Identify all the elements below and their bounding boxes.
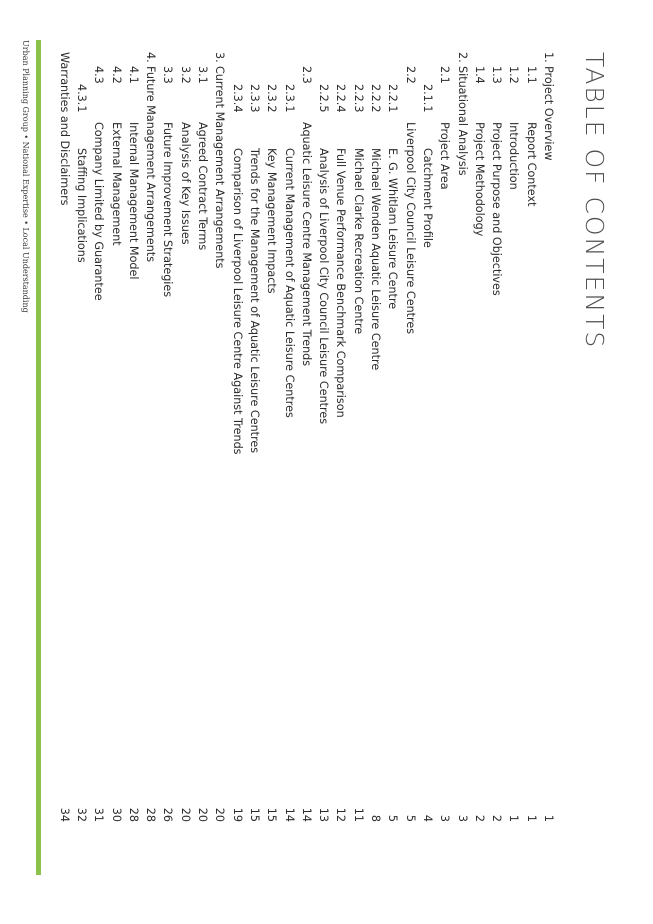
toc-entry-title: Introduction bbox=[507, 122, 521, 190]
toc-entry-number: 1.1 bbox=[524, 66, 538, 84]
toc-entry-title: Agreed Contract Terms bbox=[196, 122, 210, 251]
toc-entry-title: Project Area bbox=[438, 122, 452, 190]
toc-entry[interactable] bbox=[228, 52, 245, 822]
toc-entry[interactable] bbox=[280, 52, 297, 822]
toc-entry-page: 14 bbox=[282, 807, 296, 822]
toc-entry-page: 2 bbox=[490, 814, 504, 822]
toc-entry-title: Staffing Implications bbox=[74, 148, 88, 263]
toc-entry-title: Project Purpose and Objectives bbox=[490, 122, 504, 296]
toc-entry-page: 19 bbox=[230, 807, 244, 822]
toc-entry-page: 26 bbox=[161, 807, 175, 822]
toc-entry-title: Project Methodology bbox=[472, 122, 486, 237]
toc-entry-number: 4.1 bbox=[126, 66, 140, 84]
toc-entry-page: 12 bbox=[334, 807, 348, 822]
toc-entry-number: 2.3 bbox=[299, 66, 313, 84]
toc-entry-title: External Management bbox=[109, 122, 123, 246]
toc-entry-title: Project Overview bbox=[542, 66, 555, 161]
toc-entry-title: Internal Management Model bbox=[126, 122, 140, 280]
toc-entry-number: 2.2 bbox=[403, 66, 417, 84]
toc-entry-number: 3. bbox=[213, 52, 227, 63]
toc-entry-title: Report Context bbox=[524, 122, 538, 207]
toc-entry-page: 2 bbox=[472, 814, 486, 822]
toc-entry-number: 2.1.1 bbox=[420, 84, 434, 113]
toc-entry-number: 2.2.1 bbox=[386, 84, 400, 113]
toc-entry[interactable] bbox=[73, 52, 90, 822]
toc-entry[interactable] bbox=[298, 52, 315, 822]
toc-entry[interactable] bbox=[55, 52, 72, 822]
toc-entry-page: 28 bbox=[126, 807, 140, 822]
toc-entry-page: 14 bbox=[299, 807, 313, 822]
toc-entry-title: E. G. Whitlam Leisure Centre bbox=[386, 148, 400, 310]
toc-entry[interactable] bbox=[176, 52, 193, 822]
toc-entry-page: 4 bbox=[420, 814, 434, 822]
toc-entry-title: Current Management Arrangements bbox=[213, 66, 227, 269]
toc-entry[interactable] bbox=[159, 52, 176, 822]
toc-entry-title: Michael Clarke Recreation Centre bbox=[351, 148, 365, 335]
toc-entry-title: Future Management Arrangements bbox=[144, 66, 158, 263]
toc-entry-title: Aquatic Leisure Centre Management Trends bbox=[299, 122, 313, 367]
toc-entry[interactable] bbox=[211, 52, 228, 822]
toc-entry-title: Situational Analysis bbox=[455, 66, 469, 176]
toc-entry-page: 5 bbox=[386, 814, 400, 822]
toc-entry[interactable] bbox=[315, 52, 332, 822]
toc-entry[interactable] bbox=[332, 52, 349, 822]
toc-entry-number: 2.3.4 bbox=[230, 84, 244, 113]
toc-entry-number: 3.1 bbox=[196, 66, 210, 84]
toc-entry-number: 2. bbox=[455, 52, 469, 63]
toc-entry-page: 15 bbox=[247, 807, 261, 822]
toc-entry-page: 28 bbox=[144, 807, 158, 822]
toc-entry[interactable] bbox=[488, 52, 505, 822]
toc-entry[interactable] bbox=[263, 52, 280, 822]
toc-entry-title: Company Limited by Guarantee bbox=[92, 122, 106, 301]
toc-entry-page: 20 bbox=[178, 807, 192, 822]
toc-entry-page: 3 bbox=[438, 814, 452, 822]
toc-entry[interactable] bbox=[505, 52, 522, 822]
toc-entry[interactable] bbox=[367, 52, 384, 822]
toc-entry-title: Comparison of Liverpool Leisure Centre Against Trends bbox=[230, 148, 244, 455]
toc-entry[interactable] bbox=[436, 52, 453, 822]
footer-text: Urban Planning Group • National Expertise • Local Understanding bbox=[21, 40, 30, 313]
toc-entry-number: 1.3 bbox=[490, 66, 504, 84]
toc-entry-number: 4.3 bbox=[92, 66, 106, 84]
toc-entry-page: 32 bbox=[74, 807, 88, 822]
toc-entry-number: 2.1 bbox=[438, 66, 452, 84]
toc-entry-number: 3.2 bbox=[178, 66, 192, 84]
toc-entry[interactable] bbox=[540, 52, 557, 822]
toc-entry-number: 2.2.5 bbox=[317, 84, 331, 113]
toc-entry-page: 11 bbox=[351, 807, 365, 822]
toc-entry-number: 2.3.2 bbox=[265, 84, 279, 113]
toc-entry-title: Catchment Profile bbox=[420, 148, 434, 248]
toc-entry-number: 1.4 bbox=[472, 66, 486, 84]
toc-entry-title: Michael Wenden Aquatic Leisure Centre bbox=[369, 148, 383, 371]
toc-entry-page: 1 bbox=[507, 814, 521, 822]
toc-entry[interactable] bbox=[419, 52, 436, 822]
toc-entry-title: Key Management Impacts bbox=[265, 148, 279, 294]
toc-entry-number: 2.2.3 bbox=[351, 84, 365, 113]
toc-entry-number: 4.3.1 bbox=[74, 84, 88, 113]
toc-entry-page: 3 bbox=[455, 814, 469, 822]
toc-entry-page: 1 bbox=[542, 814, 555, 822]
toc-entry-title: Future Improvement Strategies bbox=[161, 122, 175, 298]
toc-entry-number: 4. bbox=[144, 52, 158, 63]
toc-entry[interactable] bbox=[90, 52, 107, 822]
toc-entry[interactable] bbox=[107, 52, 124, 822]
toc-entry-page: 20 bbox=[196, 807, 210, 822]
toc-entry[interactable] bbox=[453, 52, 470, 822]
toc-entry-title: Full Venue Performance Benchmark Comparison bbox=[334, 148, 348, 418]
toc-entry[interactable] bbox=[125, 52, 142, 822]
toc-entry-page: 34 bbox=[57, 807, 71, 822]
toc-entry[interactable] bbox=[401, 52, 418, 822]
toc-entry-title: Liverpool City Council Leisure Centres bbox=[403, 122, 417, 335]
toc-entry[interactable] bbox=[246, 52, 263, 822]
toc-entry-number: 1.2 bbox=[507, 66, 521, 84]
toc-entry-page: 5 bbox=[403, 814, 417, 822]
toc-entry[interactable] bbox=[349, 52, 366, 822]
toc-entry-number: 2.3.1 bbox=[282, 84, 296, 113]
toc-entry-number: 1. bbox=[542, 52, 555, 63]
toc-entry[interactable] bbox=[384, 52, 401, 822]
table-of-contents bbox=[55, 52, 557, 822]
toc-entry-number: 2.3.3 bbox=[247, 84, 261, 113]
page-title: TABLE OF CONTENTS bbox=[580, 52, 609, 350]
toc-entry-page: 30 bbox=[109, 807, 123, 822]
toc-entry-page: 20 bbox=[213, 807, 227, 822]
toc-entry[interactable] bbox=[471, 52, 488, 822]
toc-entry-number: 4.2 bbox=[109, 66, 123, 84]
toc-entry-page: 15 bbox=[265, 807, 279, 822]
toc-entry-page: 1 bbox=[524, 814, 538, 822]
footer-accent-bar bbox=[36, 40, 41, 875]
toc-entry[interactable] bbox=[142, 52, 159, 822]
toc-entry-title: Analysis of Key Issues bbox=[178, 122, 192, 245]
toc-entry-title: Analysis of Liverpool City Council Leisure Centres bbox=[317, 148, 331, 425]
toc-entry-page: 8 bbox=[369, 814, 383, 822]
toc-entry-page: 31 bbox=[92, 807, 106, 822]
toc-entry-page: 13 bbox=[317, 807, 331, 822]
toc-entry-title: Trends for the Management of Aquatic Leisure Centres bbox=[247, 148, 261, 454]
toc-entry-number: 2.2.4 bbox=[334, 84, 348, 113]
toc-entry[interactable] bbox=[522, 52, 539, 822]
toc-entry-number: 2.2.2 bbox=[369, 84, 383, 113]
toc-entry-title: Current Management of Aquatic Leisure Centres bbox=[282, 148, 296, 418]
toc-entry[interactable] bbox=[194, 52, 211, 822]
toc-entry-title: Warranties and Disclaimers bbox=[57, 52, 71, 206]
toc-entry-number: 3.3 bbox=[161, 66, 175, 84]
